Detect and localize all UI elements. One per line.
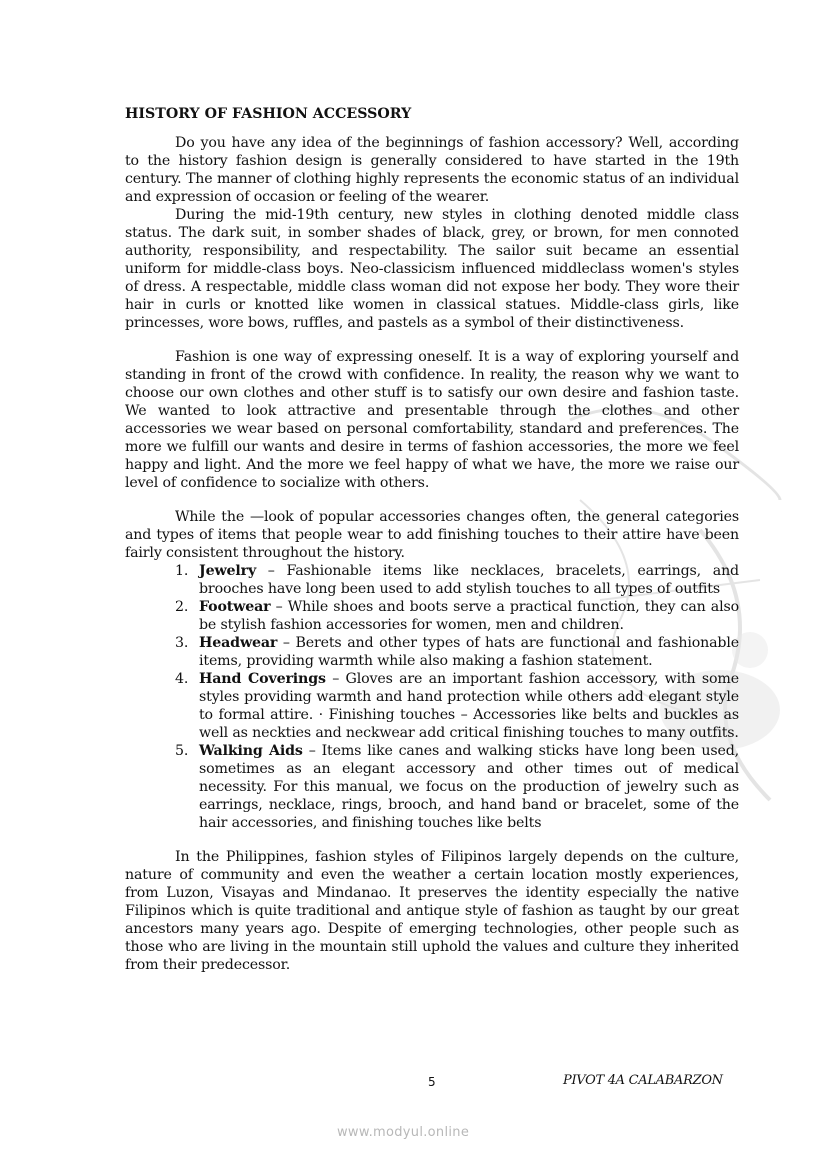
paragraph-mid-19th-century: During the mid-19th century, new styles in clothing denoted middle class status. The dark suit, in somber shades of black, grey, or brown, for men connoted authority, responsibility, and respectability. The sailor suit became an essential uniform for middle-class boys. Neo-classicism influenced middleclass women's styles of dress. A respectable, middle class woman did not expose her body. They wore their hair in curls or knotted like women in classical statues. Middle-class girls, like princesses, wore bows, ruffles, and pastels as a symbol of their distinctiveness. — [125, 207, 739, 331]
list-number: 3. — [175, 635, 189, 651]
paragraph-fashion-expression: Fashion is one way of expressing oneself. It is a way of exploring yourself and standing in front of the crowd with confidence. In reality, the reason why we want to choose our own clothes and other stuff is to satisfy our own desire and fashion taste. We wanted to look attractive and presentable through the clothes and other accessories we wear based on personal comfortability, standard and preferences. The more we fulfill our wants and desire in terms of fashion accessories, the more we feel happy and light. And the more we feel happy of what we have, the more we raise our level of confidence to socialize with others. — [125, 349, 739, 491]
paragraph-intro: Do you have any idea of the beginnings of fashion accessory? Well, according to the history fashion design is generally considered to have started in the 19th century. The manner of clothing highly represents the economic status of an individual and expression of occasion or feeling of the wearer. — [125, 135, 739, 205]
list-item-headwear — [175, 634, 739, 670]
list-term: Walking Aids — [199, 743, 303, 759]
paragraph-accessory-categories: While the —look of popular accessories changes often, the general categories and types of items that people wear to add finishing touches to their attire have been fairly consistent throughout the history. — [125, 509, 739, 561]
list-number: 4. — [175, 671, 189, 687]
page-number: 5 — [428, 1075, 436, 1089]
list-description: – Berets and other types of hats are functional and fashionable items, providing warmth while also making a fashion statement. — [199, 635, 739, 669]
list-description: – While shoes and boots serve a practical function, they can also be stylish fashion accessories for women, men and children. — [199, 599, 739, 633]
list-description: – Items like canes and walking sticks have long been used, sometimes as an elegant accessory and other times out of medical necessity. For this manual, we focus on the production of jewelry such as earrings, necklace, rings, brooch, and hand band or bracelet, some of the hair accessories, and finishing touches like belts — [199, 743, 739, 831]
page-title: HISTORY OF FASHION ACCESSORY — [125, 106, 412, 122]
paragraph-philippines: In the Philippines, fashion styles of Filipinos largely depends on the culture, nature of community and even the weather a certain location mostly experiences, from Luzon, Visayas and Mindanao. It preserves the identity especially the native Filipinos which is quite traditional and antique style of fashion as taught by our great ancestors many years ago. Despite of emerging technologies, other people such as those who are living in the mountain still uphold the values and culture they inherited from their predecessor. — [125, 849, 739, 973]
publisher-label: PIVOT 4A CALABARZON — [563, 1073, 723, 1088]
document-body — [125, 104, 739, 974]
list-item-hand-coverings — [175, 670, 739, 742]
list-term: Headwear — [199, 635, 278, 651]
website-watermark: www.modyul.online — [337, 1125, 470, 1140]
list-description: – Gloves are an important fashion accessory, with some styles providing warmth and hand protection while others add elegant style to formal attire. · Finishing touches – Accessories like belts and buckles as well as neckties and neckwear add critical finishing touches to many outfits. — [199, 671, 739, 741]
list-term: Hand Coverings — [199, 671, 326, 687]
list-term: Footwear — [199, 599, 271, 615]
list-item-walking-aids — [175, 742, 739, 832]
list-item-footwear — [175, 598, 739, 634]
list-description: – Fashionable items like necklaces, bracelets, earrings, and brooches have long been used to add stylish touches to all types of outfits — [199, 563, 739, 597]
list-item-jewelry — [175, 562, 739, 598]
list-number: 5. — [175, 743, 189, 759]
list-number: 2. — [175, 599, 189, 615]
list-number: 1. — [175, 563, 189, 579]
list-term: Jewelry — [199, 563, 257, 579]
accessory-types-list — [125, 562, 739, 832]
